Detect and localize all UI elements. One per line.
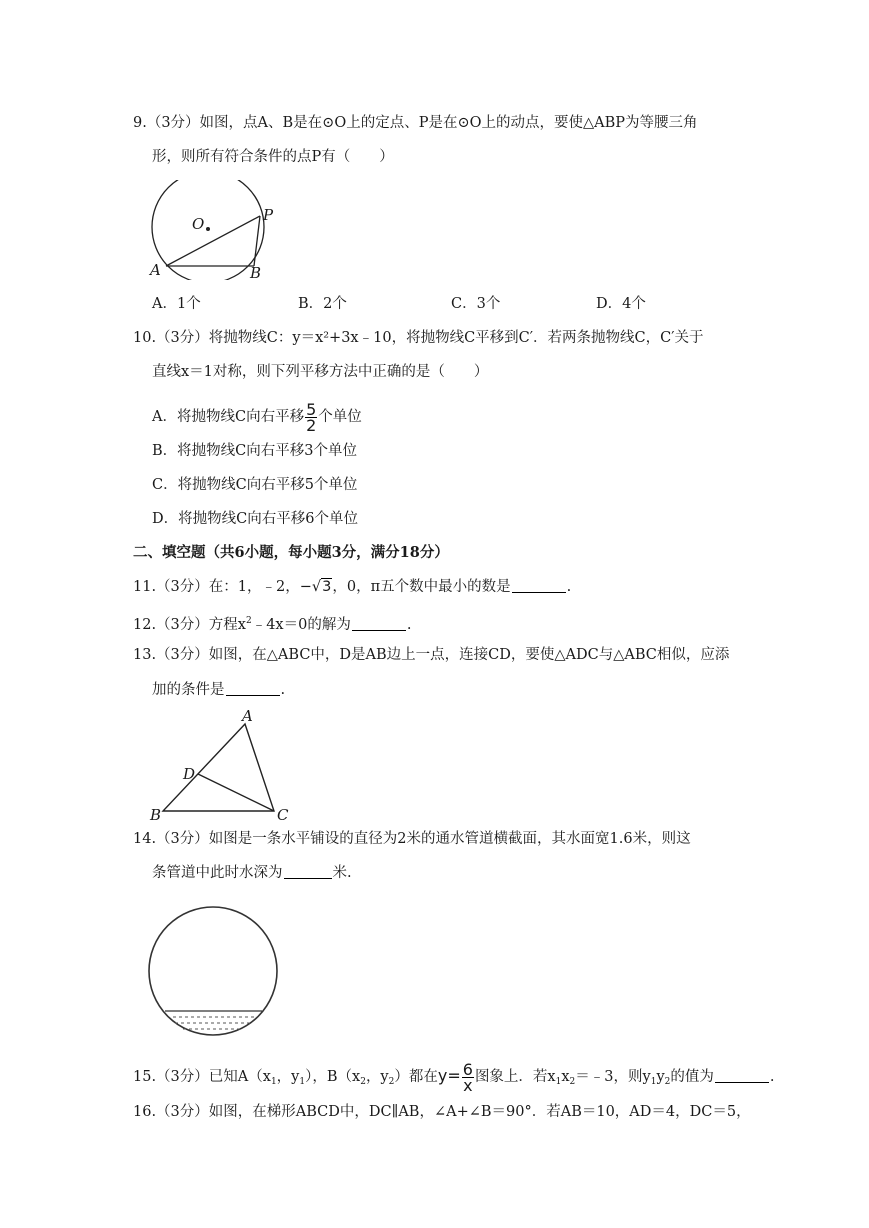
q15-part5: ）都在 bbox=[394, 1069, 438, 1085]
q11-neg-sqrt3: −√3 bbox=[299, 579, 332, 595]
q13-label-c: C bbox=[277, 806, 289, 824]
q10-option-a-suffix: 个单位 bbox=[318, 409, 362, 425]
section-heading-fill-blank: 二、填空题（共6小题，每小题3分，满分18分） bbox=[133, 544, 449, 561]
q15-sub3: 2 bbox=[360, 1077, 366, 1087]
q9-option-c: C．3个 bbox=[451, 296, 501, 312]
q15-sub5: 1 bbox=[555, 1077, 562, 1087]
q15-func-denominator: x bbox=[463, 1075, 473, 1095]
q15-part1: 15.（3分）已知A（x bbox=[133, 1069, 271, 1085]
q11-radicand: 3 bbox=[322, 579, 332, 595]
q15-func-numerator: 6 bbox=[462, 1059, 473, 1079]
q13-triangle-figure bbox=[150, 705, 300, 820]
q11-neg-sign: − bbox=[299, 579, 312, 595]
q15-part3: ），B（x bbox=[305, 1069, 361, 1085]
q15-text bbox=[133, 1058, 774, 1094]
q15-part4: ，y bbox=[365, 1069, 389, 1085]
q14-answer-blank bbox=[284, 864, 332, 879]
q15-part10: 的值为 bbox=[670, 1069, 714, 1085]
q9-option-b: B．2个 bbox=[298, 296, 347, 312]
q15-part9: y bbox=[656, 1069, 665, 1085]
q15-part7: x bbox=[561, 1069, 570, 1085]
q10-option-a-prefix: A．将抛物线C向右平移 bbox=[152, 409, 305, 425]
q11-suffix: . bbox=[566, 579, 572, 595]
q13-text-line2 bbox=[152, 680, 285, 700]
q15-sub8: 2 bbox=[664, 1077, 671, 1087]
q14-text-line1: 14.（3分）如图是一条水平铺设的直径为2米的通水管道横截面，其水面宽1.6米，则这 bbox=[133, 831, 691, 847]
q12-answer-blank bbox=[352, 616, 406, 631]
q10-option-a-fraction bbox=[305, 399, 317, 435]
q9-option-d: D．4个 bbox=[596, 296, 646, 312]
q11-answer-blank bbox=[512, 578, 566, 593]
q12-prefix: 12.（3分）方程x bbox=[133, 617, 246, 633]
q14-line2-suffix: 米. bbox=[332, 865, 352, 881]
q15-sub6: 2 bbox=[569, 1077, 576, 1087]
q11-middle: ，0，π五个数中最小的数是 bbox=[332, 579, 511, 595]
q15-sub1: 1 bbox=[270, 1077, 277, 1087]
q10-option-a-numerator: 5 bbox=[306, 399, 317, 419]
q15-sub2: 1 bbox=[299, 1077, 306, 1087]
q9-label-a: A bbox=[150, 261, 161, 279]
q9-option-a: A．1个 bbox=[152, 296, 201, 312]
q12-suffix: . bbox=[406, 617, 412, 633]
q10-option-a-denominator: 2 bbox=[306, 415, 317, 435]
q11-text bbox=[133, 577, 571, 597]
q10-option-a bbox=[152, 398, 362, 436]
q10-option-b: B．将抛物线C向右平移3个单位 bbox=[152, 443, 357, 459]
q12-exponent: 2 bbox=[245, 616, 252, 626]
q9-text-line1: 9.（3分）如图，点A、B是在⊙O上的定点、P是在⊙O上的动点，要使△ABP为等腰三角 bbox=[133, 115, 698, 131]
q13-label-b: B bbox=[150, 806, 162, 824]
q16-text-line1: 16.（3分）如图，在梯形ABCD中，DC∥AB，∠A+∠B＝90°．若AB＝10，AD＝4，DC＝5， bbox=[133, 1104, 751, 1120]
q15-part11: . bbox=[769, 1069, 775, 1085]
q13-line2-prefix: 加的条件是 bbox=[152, 682, 225, 698]
q11-prefix: 11.（3分）在：1，﹣2， bbox=[133, 579, 300, 595]
q15-sub4: 2 bbox=[388, 1077, 395, 1087]
q15-func-fraction bbox=[462, 1059, 474, 1095]
q15-answer-blank bbox=[715, 1068, 769, 1083]
q14-text-line2 bbox=[152, 863, 352, 883]
q9-label-p: P bbox=[263, 206, 274, 224]
q10-option-d: D．将抛物线C向右平移6个单位 bbox=[152, 511, 358, 527]
q13-label-a: A bbox=[242, 707, 253, 725]
q9-label-o: O bbox=[192, 215, 205, 233]
q14-line2-prefix: 条管道中此时水深为 bbox=[152, 865, 283, 881]
q13-text-line1: 13.（3分）如图，在△ABC中，D是AB边上一点，连接CD，要使△ADC与△ABC相似，应添 bbox=[133, 647, 730, 663]
q10-text-line1: 10.（3分）将抛物线C：y＝x²+3x﹣10，将抛物线C平移到C′．若两条抛物线C，C′关于 bbox=[133, 330, 704, 346]
q13-label-d: D bbox=[183, 765, 196, 783]
q13-answer-blank bbox=[226, 681, 280, 696]
q15-part6: 图象上．若x bbox=[474, 1069, 556, 1085]
q14-pipe-figure bbox=[145, 900, 295, 1045]
q9-label-b: B bbox=[250, 264, 262, 282]
q10-text-line2: 直线x＝1对称，则下列平移方法中正确的是（ ） bbox=[152, 364, 489, 380]
q15-part2: ，y bbox=[276, 1069, 300, 1085]
q13-line2-suffix: . bbox=[280, 682, 286, 698]
q15-sub7: 1 bbox=[650, 1077, 657, 1087]
q15-part8: ＝﹣3，则y bbox=[575, 1069, 651, 1085]
q12-middle: ﹣4x＝0的解为 bbox=[251, 617, 351, 633]
q12-text bbox=[133, 611, 411, 635]
q15-func-y: y= bbox=[437, 1066, 461, 1085]
q9-text-line2: 形，则所有符合条件的点P有（ ） bbox=[152, 149, 394, 165]
q10-option-c: C．将抛物线C向右平移5个单位 bbox=[152, 477, 358, 493]
